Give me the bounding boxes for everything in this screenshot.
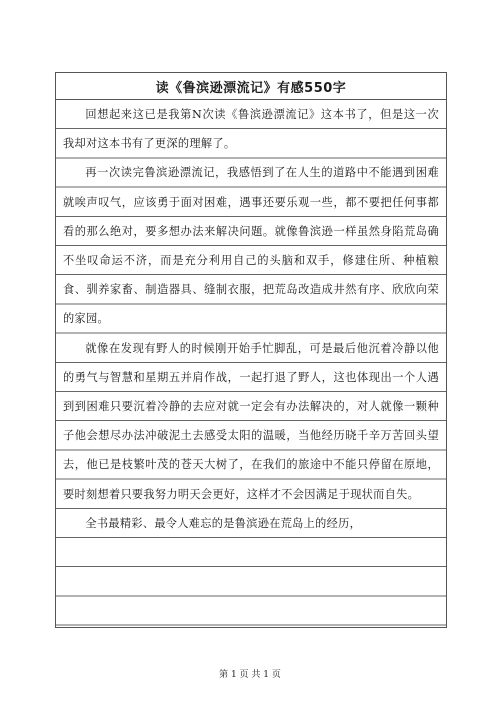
- paragraph-1: 回想起来这已是我第N次读《鲁滨逊漂流记》这本书了，但是这一次我却对这本书有了更深的理解了。: [63, 108, 439, 151]
- page-number: 第 1 页 共 1 页: [219, 670, 281, 680]
- ruled-body: [56, 100, 446, 627]
- paragraph-4: 全书最精彩、最令人难忘的是鲁滨逊在荒岛上的经历，: [85, 516, 362, 530]
- paragraph-2: 再一次读完鲁滨逊漂流记，我感悟到了在人生的道路中不能遇到困难就唉声叹气，应该勇于面对困难，遇事还要乐观一些，都不要把任何事都看的那么绝对，要多想办法来解决问题。就像鲁滨逊一样虽然身陷荒岛确不坐叹命运不济，而是充分利用自己的头脑和双手，修建住所、种植粮食、驯养家畜、制造器具、缝制衣服，把荒岛改造成井然有序、欣欣向荣的家园。: [63, 166, 439, 326]
- essay-title: 读《鲁滨逊漂流记》有感550字: [56, 73, 446, 100]
- paragraph-3: 就像在发现有野人的时候刚开始手忙脚乱，可是最后他沉着冷静以他的勇气与智慧和星期五并肩作战，一起打退了野人，这也体现出一个人遇到到困难只要沉着冷静的去应对就一定会有办法解决的，对人就像一颗种子他会想尽办法冲破泥土去感受太阳的温暖，当他经历晓千辛万苦回头望去，他已是枝繁叶茂的苍天大树了，在我们的旅途中不能只停留在原地，要时刻想着只要我努力明天会更好，这样才不会因满足于现状而自失。: [63, 341, 439, 501]
- essay-sheet: [55, 72, 447, 628]
